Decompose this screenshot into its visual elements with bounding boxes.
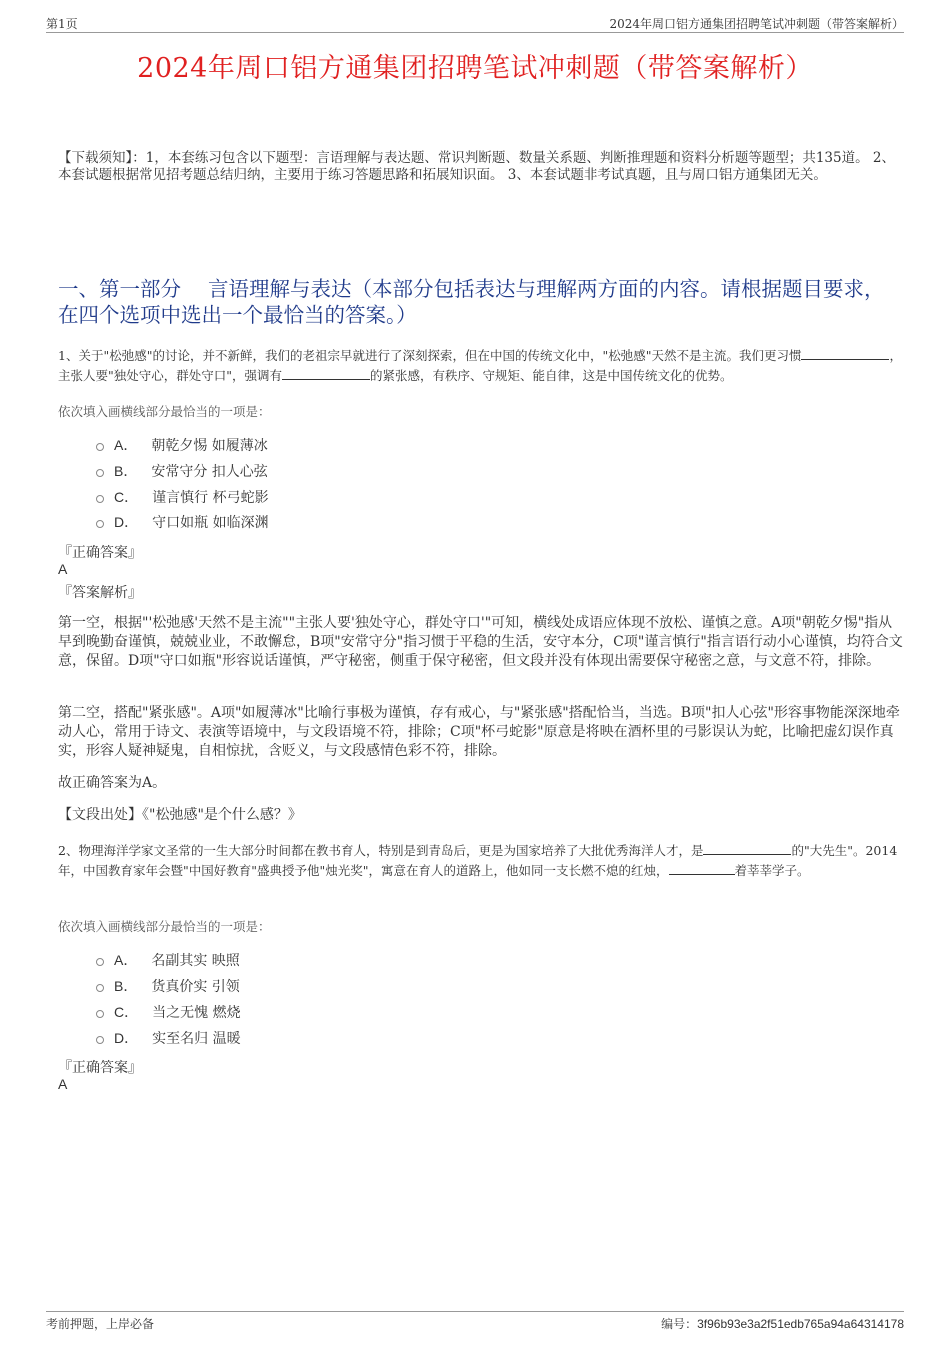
radio-icon[interactable]	[96, 443, 104, 451]
question-2-option-b[interactable]: B． 货真价实 引领	[96, 976, 240, 996]
radio-icon[interactable]	[96, 1010, 104, 1018]
question-2-prompt: 依次填入画横线部分最恰当的一项是：	[58, 919, 271, 934]
question-2-answer-label: 『正确答案』	[58, 1060, 142, 1076]
question-1-prompt: 依次填入画横线部分最恰当的一项是：	[58, 404, 271, 419]
footer-divider	[46, 1311, 904, 1312]
section-heading: 一、第一部分 言语理解与表达（本部分包括表达与理解两方面的内容。请根据题目要求，在四个选项中选出一个最恰当的答案。）	[58, 277, 885, 327]
download-notice: 【下载须知】：1，本套练习包含以下题型：言语理解与表达题、常识判断题、数量关系题、判断推理题和资料分析题等题型；共135道。 2、本套试题根据常见招考题总结归纳，主要用于练习答题思路和拓展知识面。 3、本套试题非考试真题，且与周口铝方通集团无关。	[58, 150, 895, 183]
fill-blank	[801, 346, 889, 360]
question-2-text: 2、物理海洋学家文圣常的一生大部分时间都在教书育人，特别是到青岛后，更是为国家培养了大批优秀海洋人才，是 的"大先生"。2014年，中国教育家年会暨"中国好教育"盛典授予他"烛光奖"，寓意在育人的道路上，他如同一支长燃不熄的红烛， 着莘莘学子。	[58, 843, 898, 878]
question-1-option-a[interactable]: A． 朝乾夕惕 如履薄冰	[96, 435, 268, 455]
fill-blank	[669, 861, 735, 875]
fill-blank	[703, 841, 791, 855]
question-2-option-a[interactable]: A． 名副其实 映照	[96, 950, 240, 970]
question-1-answer-label: 『正确答案』	[58, 545, 142, 561]
radio-icon[interactable]	[96, 469, 104, 477]
footer-slogan: 考前押题，上岸必备	[46, 1317, 155, 1331]
question-1-option-d[interactable]: D． 守口如瓶 如临深渊	[96, 512, 269, 532]
question-1-option-c[interactable]: C． 谨言慎行 杯弓蛇影	[96, 487, 269, 507]
radio-icon[interactable]	[96, 1036, 104, 1044]
fill-blank	[282, 366, 370, 380]
radio-icon[interactable]	[96, 984, 104, 992]
radio-icon[interactable]	[96, 958, 104, 966]
question-1-source: 【文段出处】《"松弛感"是个什么感？》	[58, 807, 302, 823]
footer-code: 编号：3f96b93e3a2f51edb765a94a64314178	[661, 1317, 904, 1331]
question-1-option-b[interactable]: B． 安常守分 扣人心弦	[96, 461, 268, 481]
question-2-option-d[interactable]: D． 实至名归 温暖	[96, 1028, 241, 1048]
question-2-option-c[interactable]: C． 当之无愧 燃烧	[96, 1002, 241, 1022]
question-1-text: 1、关于"松弛感"的讨论，并不新鲜，我们的老祖宗早就进行了深刻探索，但在中国的传统文化中，"松弛感"天然不是主流。我们更习惯 ，主张人要"独处守心，群处守口"，强调有 的紧张感，有秩序、守规矩、能自律，这是中国传统文化的优势。	[58, 348, 902, 383]
question-1-answer: A	[58, 561, 68, 577]
page-number: 第1页	[46, 17, 78, 31]
question-2-answer: A	[58, 1076, 68, 1092]
radio-icon[interactable]	[96, 495, 104, 503]
question-1-analysis-p1: 第一空，根据"'松弛感'天然不是主流""主张人要'独处守心，群处守口'"可知，横线处成语应体现不放松、谨慎之意。A项"朝乾夕惕"指从早到晚勤奋谨慎，兢兢业业，不敢懈怠，B项"安常守分"指习惯于平稳的生活，安守本分，C项"谨言慎行"指言语行动小心谨慎，均符合文意，保留。D项"守口如瓶"形容说话谨慎，严守秘密，侧重于保守秘密，但文段并没有体现出需要保守秘密之意，与文意不符，排除。	[58, 615, 903, 669]
question-1-conclusion: 故正确答案为A。	[58, 775, 167, 791]
question-1-analysis-p2: 第二空，搭配"紧张感"。A项"如履薄冰"比喻行事极为谨慎，存有戒心，与"紧张感"搭配恰当，当选。B项"扣人心弦"形容事物能深深地牵动人心，常用于诗文、表演等语境中，与文段语境不符，排除；C项"杯弓蛇影"原意是将映在酒杯里的弓影误认为蛇，比喻把虚幻误作真实，形容人疑神疑鬼，自相惊扰，含贬义，与文段感情色彩不符，排除。	[58, 705, 900, 759]
header-doc-title: 2024年周口铝方通集团招聘笔试冲刺题（带答案解析）	[609, 17, 904, 31]
radio-icon[interactable]	[96, 520, 104, 528]
question-1-analysis-label: 『答案解析』	[58, 585, 142, 601]
header-divider	[46, 32, 904, 33]
page-title: 2024年周口铝方通集团招聘笔试冲刺题（带答案解析）	[137, 53, 813, 84]
